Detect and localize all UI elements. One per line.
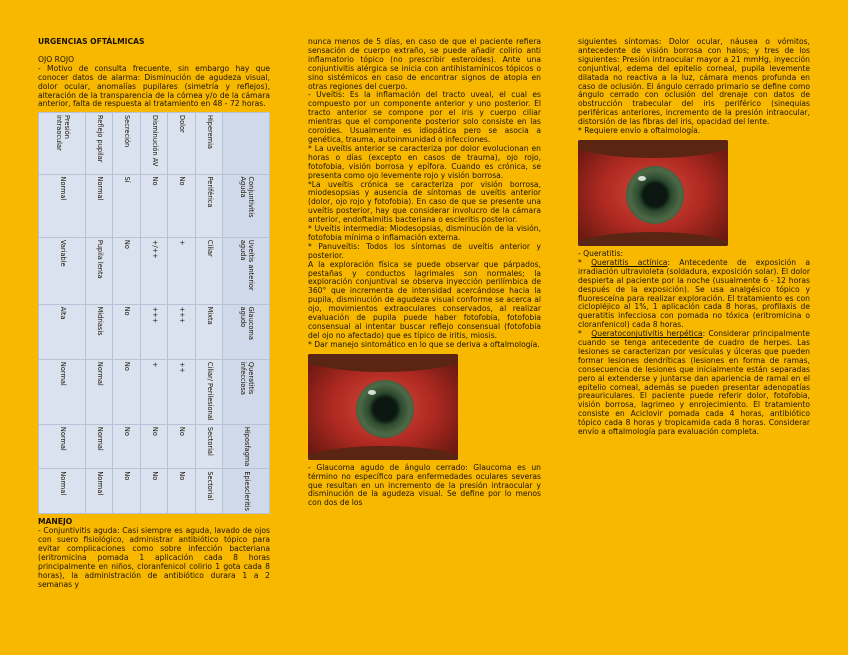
table-cell: Sectorial — [195, 425, 222, 469]
queratitis-actinica-label: Queratitis actínica — [591, 257, 668, 267]
column-1 — [38, 38, 270, 590]
table-cell: Normal — [86, 425, 113, 469]
table-row — [39, 113, 86, 514]
page-title: URGENCIAS OFTÁLMICAS — [38, 37, 145, 46]
column-2 — [308, 38, 541, 508]
table-cell: No — [113, 469, 140, 514]
table-cell: No — [140, 469, 167, 514]
paragraph: siguientes síntomas: Dolor ocular, náusea o vómitos, antecedente de visión borrosa con halos; y tres de los siguientes: Presión intraocular mayor a 21 mmHg, inyección conjuntival, edema del epitelio corneal, pupila levemente dilatada no reactiva a la luz, cámara menos profunda en caso de oclusión. El ángulo cerrado primario se define como ángulo cerrado con oclusión del drenaje con datos de obstrucción trabecular del iris periférico (sinequias periféricas anteriores, incremento de la presión intraocular, distorsión de las fibras del iris, opacidad del lente. — [578, 37, 810, 127]
comparison-table-container — [38, 112, 270, 514]
glaucoma-paragraph: - Glaucoma agudo de ángulo cerrado: Glaucoma es un término no específico para enfermedades oculares severas que resultan en un incremento de la presión intraocular y disminución de la agudeza visual. Se define por lo menos con dos de los — [308, 462, 541, 508]
table-cell: ++ — [168, 360, 195, 425]
table-cell: Ciliar/ Perilesional — [195, 360, 222, 425]
table-cell: + — [140, 360, 167, 425]
table-header-cell: Queratitis infecciosa — [222, 360, 269, 425]
table-cell: Reflejo pupilar — [86, 113, 113, 175]
table-cell: Variable — [39, 238, 86, 305]
ojo-rojo-title: OJO ROJO — [38, 54, 75, 64]
table-row — [113, 113, 140, 514]
paragraph: nunca menos de 5 días, en caso de que el paciente refiera sensación de cuerpo extraño, se puede añadir colirio anti inflamatorio tópico (no prescribir esteroides). Ante una conjuntivitis alérgica se inicia con antihistamínicos tópicos o sino sistémicos en caso de encontrar signos de atopia en otras regiones del cuerpo. — [308, 37, 541, 91]
table-header-cell: Epiescleritis — [222, 469, 269, 514]
table-row — [168, 113, 195, 514]
paragraph: *La uveítis crónica se caracteriza por visión borrosa, miodesopsias y ausencia de síntomas de uveítis anterior (dolor, ojo rojo y fotofobia). En caso de que se presente una uveítis posterior, hay que considerar involucro de la cámara anterior, endoftalmitis bacteriana o escleritis posterior. — [308, 179, 541, 225]
table-header-cell: Uveítis anterior aguda — [222, 238, 269, 305]
queratoconjuntivitis-label: Queratoconjutivitis herpética — [591, 329, 703, 339]
glaucoma-eye-photo — [578, 140, 728, 246]
table-cell: Normal — [39, 174, 86, 237]
ojo-rojo-text: - Motivo de consulta frecuente, sin embargo hay que conocer datos de alarma: Disminución de agudeza visual, dolor ocular, anomalías pupilares (simetría y reflejos), alteración de la transparencia de la córnea y/o de la cámara anterior, falta de respuesta al tratamiento en 48 - 72 horas. — [38, 63, 270, 109]
table-cell: No — [140, 425, 167, 469]
table-cell: Hiperemia — [195, 113, 222, 175]
table-cell: Pupila lenta — [86, 238, 113, 305]
table-cell: Ciliar — [195, 238, 222, 305]
table-cell: No — [113, 304, 140, 359]
table-cell: +++ — [140, 304, 167, 359]
manejo-text: - Conjuntivitis aguda: Casi siempre es aguda, lavado de ojos con suero fisiológico, administrar antibiótico tópico para evitar complicaciones como sobre infección bacteriana (eritromicina pomada 1 aplicación cada 8 horas principalmente en niños, cloranfenicol colirio 1 gota cada 8 horas), la administración de antibiótico durara 1 a 2 semanas y — [38, 526, 270, 589]
table-cell: +/++ — [140, 238, 167, 305]
paragraph: * Panuveítis: Todos los síntomas de uveítis anterior y posterior. — [308, 241, 541, 260]
table-cell: No — [113, 238, 140, 305]
table-cell: Normal — [86, 469, 113, 514]
paragraph: * Uveítis intermedia: Miodesopsias, disminución de la visión, fotofobia mínima o inflamación externa. — [308, 224, 541, 242]
queratoconjuntivitis-paragraph: * Queratoconjutivitis herpética: Considerar principalmente cuando se tenga antecedente de cuadro de herpes. Las lesiones se caracterizan por vesículas y úlceras que pueden formar lesiones dendríticas (lesiones en forma de ramas, consecuencia de lesiones que inicialmente están separadas pero al extenderse y juntarse dan apariencia de ramal en el epitelio corneal, además se pueden presentar adenopatías preauriculares. El paciente puede referir dolor, fotofobia, visión borrosa, lagrimeo y enrojecimiento. El tratamiento consiste en Aciclovir pomada cada 4 horas, antibiótico tópico cada 8 horas y tropicamida cada 8 horas. Considerar envío a oftalmología para evaluación completa. — [578, 329, 810, 437]
table-cell: Alta — [39, 304, 86, 359]
uveitis-paragraph: - Uveítis: Es la inflamación del tracto uveal, el cual es compuesto por un componente anterior y uno posterior. El tracto anterior se compone por el iris y cuerpo ciliar mientras que el componente posterior solo consiste en las coroides. Usualmente es idiopática pero se asocia a genética, trauma, autoinmunidad o infecciones. — [308, 90, 541, 144]
table-cell: Secreción — [113, 113, 140, 175]
table-header-cell: Conjuntivitis Aguda — [222, 174, 269, 237]
table-cell: No — [168, 425, 195, 469]
paragraph: * Dar manejo sintomático en lo que se deriva a oftalmología. — [308, 339, 540, 349]
table-row — [140, 113, 167, 514]
manejo-title: MANEJO — [38, 517, 73, 527]
table-cell: No — [113, 425, 140, 469]
table-cell: Sí — [113, 174, 140, 237]
paragraph: A la exploración física se puede observar que párpados, pestañas y conductos lagrimales son normales; la exploración conjuntival se observa inyección perilímbica de 360° que incrementa de intensidad acercándose hacia la pupila, disminución de agudeza visual conforme se acerca al ojo, movimientos extraoculares conservados, al realizar evaluación de pupila puede haber fotofobia, fotofobia consensual al intentar buscar reflejo consensual (fotofobia del ojo no afectado) que es típico de iritis, miosis. — [308, 259, 541, 340]
table-cell: +++ — [168, 304, 195, 359]
table-cell: Normal — [86, 360, 113, 425]
queratitis-actinica-text: : Antecedente de exposición a irradiación ultravioleta (soldadura, exposición solar). El dolor despierta al paciente por la noche (usualmente 6 - 12 horas después de la exposición). Se usa analgésico tópico y fluoresceína para realizar exploración. El tratamiento es con ciclopléjico al 1%, 1 aplicación cada 8 horas, profilaxis de queratitis infecciosa con pomada no tóxica (eritromicina o cloranfenicol) cada 8 horas. — [578, 257, 810, 330]
table-cell: Normal — [39, 469, 86, 514]
paragraph: * Requiere envío a oftalmología. — [578, 126, 701, 136]
table-cell: Normal — [86, 174, 113, 237]
table-cell: Sectorial — [195, 469, 222, 514]
red-eye-photo — [308, 354, 458, 460]
queratoconjuntivitis-text: : Considerar principalmente cuando se tenga antecedente de cuadro de herpes. Las lesiones se caracterizan por vesículas y úlceras que pueden formar lesiones dendríticas (lesiones en forma de ramas, consecuencia de lesiones que inicialmente están separadas pero al extenderse y juntarse dan apariencia de ramal en el epitelio corneal, además se pueden presentar adenopatías preauriculares. El paciente puede referir dolor, fotofobia, visión borrosa, lagrimeo y enrojecimiento. El tratamiento consiste en Aciclovir pomada cada 4 horas, antibiótico tópico cada 8 horas y tropicamida cada 8 horas. Considerar envío a oftalmología para evaluación completa. — [578, 329, 810, 437]
table-cell: No — [168, 174, 195, 237]
table-cell: Dolor — [168, 113, 195, 175]
table-cell: No — [113, 360, 140, 425]
table-row — [195, 113, 222, 514]
table-cell: No — [140, 174, 167, 237]
table-header-cell: Glaucoma agudo — [222, 304, 269, 359]
table-cell: Presión intraocular — [39, 113, 86, 175]
table-cell: Midriasis — [86, 304, 113, 359]
table-cell: Normal — [39, 360, 86, 425]
table-cell: No — [168, 469, 195, 514]
table-cell: Periférica — [195, 174, 222, 237]
table-cell: Disminución AV — [140, 113, 167, 175]
paragraph: * La uveítis anterior se caracteriza por dolor evolucionan en horas o días (excepto en casos de trauma), ojo rojo, fotofobia, visión borrosa y epífora. Cuando es crónica, se presenta como ojo levemente rojo y visión borrosa. — [308, 143, 541, 180]
comparison-table — [38, 112, 270, 514]
table-header-row — [222, 113, 269, 514]
table-cell: Mixta — [195, 304, 222, 359]
queratitis-title: - Queratitis: — [578, 248, 624, 258]
queratitis-actinica-paragraph: * Queratitis actínica: Antecedente de exposición a irradiación ultravioleta (soldadura, exposición solar). El dolor despierta al paciente por la noche (usualmente 6 - 12 horas después de la exposición). Se usa analgésico tópico y fluoresceína para realizar exploración. El tratamiento es con ciclopléjico al 1%, 1 aplicación cada 8 horas, profilaxis de queratitis infecciosa con pomada no tóxica (eritromicina o cloranfenicol) cada 8 horas. — [578, 257, 810, 330]
column-3 — [578, 38, 810, 437]
table-header-cell: Hiposfagma — [222, 425, 269, 469]
table-cell: + — [168, 238, 195, 305]
table-row — [86, 113, 113, 514]
table-header-cell — [222, 113, 269, 175]
table-cell: Normal — [39, 425, 86, 469]
